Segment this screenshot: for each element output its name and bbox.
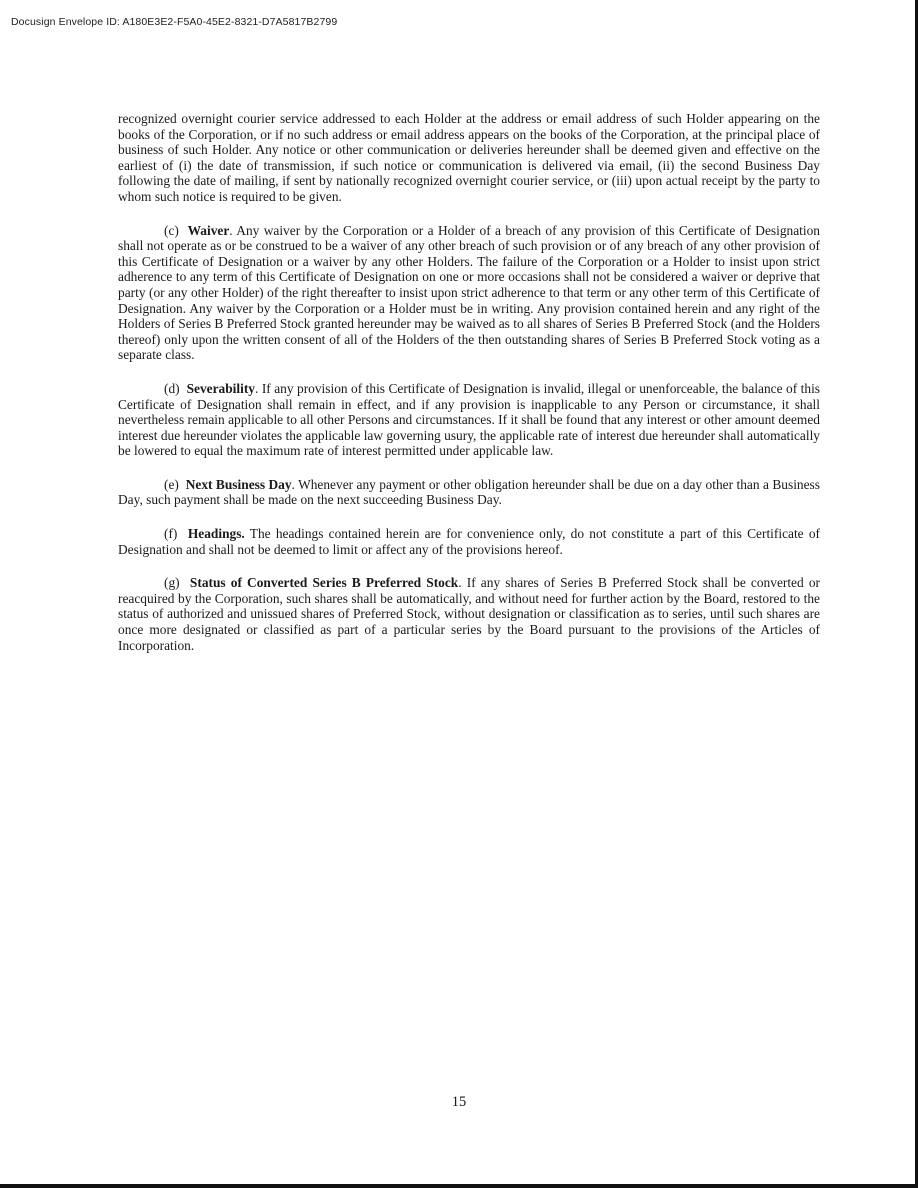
continuation-paragraph: recognized overnight courier service addressed to each Holder at the address or email address of such Holder appearing on the books of the Corporation, or if no such address or email address appears on the books of the Corporation, at the principal place of business of such Holder. Any notice or other communication or deliveries hereunder shall be deemed given and effective on the earliest of (i) the date of transmission, if such notice or communication is delivered via email, (ii) the second Business Day following the date of mailing, if sent by nationally recognized overnight courier service, or (iii) upon actual receipt by the party to whom such notice is required to be given.: [118, 111, 820, 204]
scan-edge-bottom: [0, 1184, 918, 1188]
document-body: [118, 111, 820, 671]
section-text: . If any shares of Series B Preferred Stock shall be converted or reacquired by the Corporation, such shares shall be automatically, and without need for further action by the Board, restored to the status of authorized and unissued shares of Preferred Stock, without designation or classification as to series, until such shares are once more designated or classified as part of a particular series by the Board pursuant to the provisions of the Articles of Incorporation.: [118, 575, 820, 653]
section-text: . If any provision of this Certificate of Designation is invalid, illegal or unenforceable, the balance of this Certificate of Designation shall remain in effect, and if any provision is inapplicable to any Person or circumstance, it shall nevertheless remain applicable to all other Persons and circumstances. If it shall be found that any interest or other amount deemed interest due hereunder violates the applicable law governing usury, the applicable rate of interest due hereunder shall automatically be lowered to equal the maximum rate of interest permitted under applicable law.: [118, 380, 820, 459]
section-heading: Status of Converted Series B Preferred Stock: [189, 575, 459, 591]
section-heading: Headings.: [187, 526, 245, 542]
page-number: 15: [451, 1094, 467, 1110]
section-g-status-of-converted-stock: [118, 575, 820, 653]
section-c-waiver: [118, 223, 820, 363]
section-f-headings: [118, 526, 820, 557]
section-text: . Any waiver by the Corporation or a Holder of a breach of any provision of this Certificate of Designation shall not operate as or be construed to be a waiver of any other breach of such provision or of any breach of any other provision of this Certificate of Designation or a waiver by any other Holders. The failure of the Corporation or a Holder to insist upon strict adherence to any term of this Certificate of Designation on one or more occasions shall not be considered a waiver or deprive that party (or any other Holder) of the right thereafter to insist upon strict adherence to that term or any other term of this Certificate of Designation. Any waiver by the Corporation or a Holder must be in writing. Any provision contained herein and any right of the Holders of Series B Preferred Stock granted hereunder may be waived as to all shares of Series B Preferred Stock (and the Holders thereof) only upon the written consent of all of the Holders of the then outstanding shares of Series B Preferred Stock voting as a separate class.: [118, 222, 820, 363]
section-heading: Next Business Day: [185, 476, 292, 492]
section-text: . Whenever any payment or other obligation hereunder shall be due on a day other than a Business Day, such payment shall be made on the next succeeding Business Day.: [118, 476, 820, 508]
section-heading: Waiver: [187, 222, 230, 238]
section-e-next-business-day: [118, 477, 820, 508]
section-label: (g): [164, 575, 180, 591]
section-heading: Severability: [186, 380, 255, 396]
section-label: (e): [164, 476, 179, 492]
section-text: The headings contained herein are for convenience only, do not constitute a part of this Certificate of Designation and shall not be deemed to limit or affect any of the provisions hereof.: [118, 526, 820, 557]
docusign-envelope-id: Docusign Envelope ID: A180E3E2-F5A0-45E2-8321-D7A5817B2799: [11, 16, 338, 28]
section-label: (c): [164, 222, 179, 238]
section-label: (d): [164, 380, 180, 396]
section-d-severability: [118, 381, 820, 459]
section-label: (f): [164, 526, 178, 542]
